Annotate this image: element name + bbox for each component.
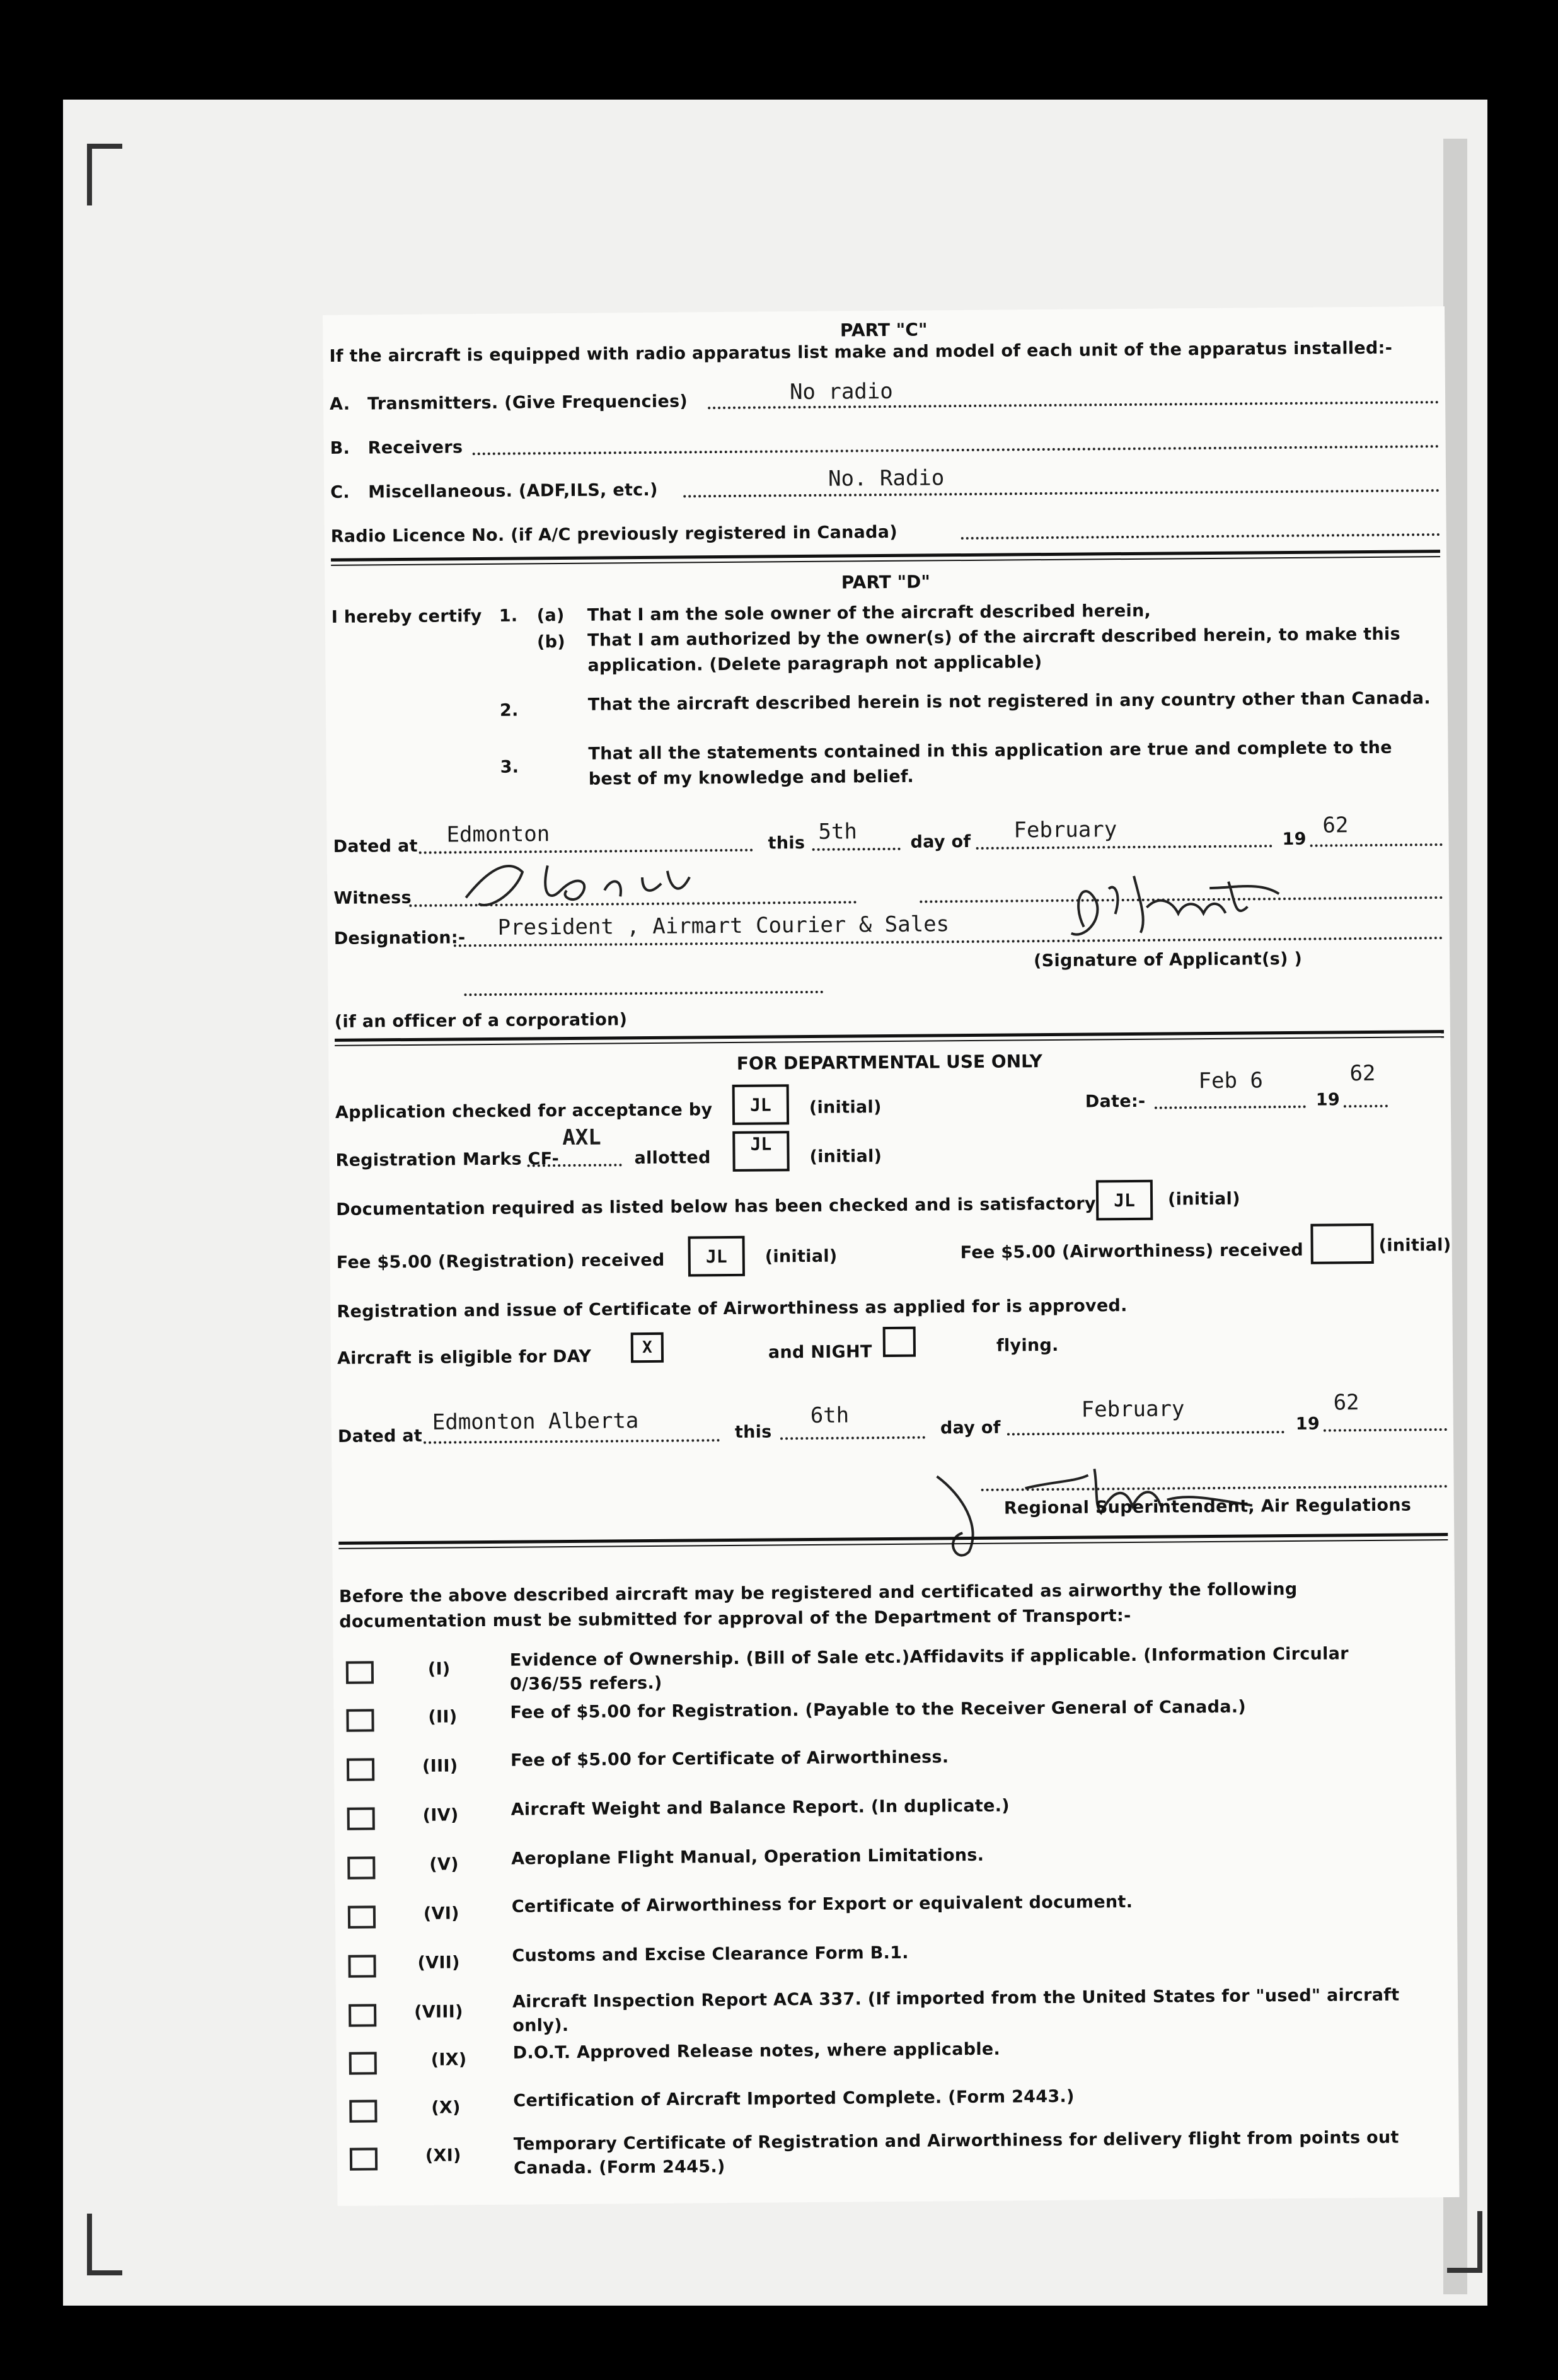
- transmitters-label: Transmitters. (Give Frequencies): [367, 391, 688, 414]
- item-c-letter: C.: [330, 482, 350, 502]
- registration-marks-label: Registration Marks CF-: [335, 1149, 560, 1170]
- doc-text: D.O.T. Approved Release notes, where applicable.: [512, 2039, 1001, 2063]
- cert-number-3: 3.: [500, 757, 519, 777]
- doc-checkbox[interactable]: [349, 2100, 377, 2122]
- superintendent-caption: Regional Superintendent, Air Regulations: [1003, 1495, 1412, 1518]
- year-value: 62: [1322, 812, 1349, 838]
- dept-day-value: 6th: [810, 1402, 850, 1428]
- initial-label: (initial): [809, 1097, 882, 1118]
- doc-number: (X): [431, 2098, 461, 2118]
- doc-number: (VI): [423, 1903, 459, 1924]
- eligible-label: Aircraft is eligible for DAY: [337, 1346, 592, 1368]
- doc-text: Customs and Excise Clearance Form B.1.: [512, 1943, 909, 1966]
- crop-mark-bottom-left: [87, 2214, 122, 2275]
- signature-caption: (Signature of Applicant(s) ): [1033, 949, 1303, 971]
- documentation-label: Documentation required as listed below has been checked and is satisfactory: [336, 1194, 1096, 1220]
- witness-label: Witness: [333, 887, 412, 908]
- dept-dated-at-label: Dated at: [337, 1426, 423, 1447]
- fee-registration-label: Fee $5.00 (Registration) received: [336, 1250, 665, 1273]
- dept-day-of-label: day of: [940, 1418, 1001, 1438]
- part-c-heading: PART "C": [840, 319, 928, 341]
- checked-label: Application checked for acceptance by: [335, 1100, 713, 1123]
- doc-text: Fee of $5.00 for Registration. (Payable to the Receiver General of Canada.): [510, 1697, 1247, 1723]
- crop-mark-top-left: [87, 144, 122, 205]
- radio-licence-label: Radio Licence No. (if A/C previously registered in Canada): [330, 522, 898, 546]
- day-line: [812, 848, 901, 851]
- month-line: [976, 845, 1272, 850]
- doc-checkbox[interactable]: [347, 1807, 375, 1830]
- day-value: 5th: [818, 819, 858, 845]
- doc-checkbox[interactable]: [347, 1856, 375, 1879]
- doc-checkbox[interactable]: [349, 2004, 376, 2026]
- fee-airworthiness-initial-box: [1310, 1223, 1373, 1264]
- date-line: [1155, 1106, 1306, 1109]
- doc-checkbox[interactable]: [347, 1758, 374, 1781]
- initial-label: (initial): [1167, 1189, 1240, 1210]
- miscellaneous-value: No. Radio: [828, 465, 945, 492]
- date-year-line: [1344, 1105, 1388, 1108]
- cert-statement-1b: That I am authorized by the owner(s) of the aircraft described herein, to make this application. (Delete paragraph not applicable): [587, 624, 1400, 676]
- registration-initial-box: JL: [732, 1131, 789, 1172]
- item-a-letter: A.: [329, 394, 350, 414]
- doc-text: Certification of Aircraft Imported Complete. (Form 2443.): [513, 2086, 1075, 2111]
- dated-at-label: Dated at: [333, 836, 418, 857]
- applicant-signature: [1046, 862, 1286, 946]
- month-value: February: [1013, 817, 1117, 843]
- receivers-line: [473, 445, 1440, 455]
- cert-statement-1a: That I am the sole owner of the aircraft described herein,: [587, 601, 1151, 625]
- doc-number: (IX): [430, 2050, 467, 2070]
- doc-text: Fee of $5.00 for Certificate of Airworthiness.: [510, 1747, 949, 1771]
- cert-statement-3: That all the statements contained in this application are true and complete to the best of my knowledge and belief.: [588, 737, 1392, 789]
- doc-checkbox[interactable]: [346, 1661, 374, 1684]
- doc-number: (II): [428, 1707, 458, 1727]
- and-night-label: and NIGHT: [768, 1342, 872, 1363]
- miscellaneous-line: [683, 489, 1440, 497]
- crop-mark-bottom-right: [1447, 2211, 1482, 2273]
- fee-registration-initial-box: JL: [688, 1236, 744, 1277]
- documentation-initial-box: JL: [1096, 1180, 1153, 1221]
- doc-checkbox[interactable]: [350, 2147, 378, 2170]
- night-checkbox[interactable]: [883, 1327, 916, 1357]
- doc-number: (VII): [417, 1953, 460, 1973]
- doc-text: Aeroplane Flight Manual, Operation Limitations.: [511, 1845, 984, 1869]
- initial-label: (initial): [809, 1147, 882, 1167]
- item-b-letter: B.: [330, 438, 350, 458]
- dept-this-label: this: [734, 1422, 772, 1442]
- fee-airworthiness-label: Fee $5.00 (Airworthiness) received: [960, 1240, 1304, 1263]
- cert-letter-a: (a): [536, 606, 565, 626]
- miscellaneous-label: Miscellaneous. (ADF,ILS, etc.): [368, 480, 658, 502]
- day-checkbox[interactable]: X: [631, 1332, 664, 1363]
- registration-marks-line: [528, 1164, 622, 1167]
- part-d-heading: PART "D": [841, 571, 931, 593]
- date-value: Feb 6: [1198, 1068, 1264, 1094]
- dept-month-line: [1007, 1431, 1284, 1435]
- doc-text: Evidence of Ownership. (Bill of Sale etc.)Affidavits if applicable. (Information Circular 0/36/55 refers.): [509, 1644, 1349, 1694]
- transmitters-value: No radio: [789, 378, 893, 405]
- doc-text: Aircraft Weight and Balance Report. (In duplicate.): [511, 1796, 1010, 1820]
- departmental-heading: FOR DEPARTMENTAL USE ONLY: [736, 1051, 1042, 1074]
- doc-number: (XI): [425, 2146, 461, 2166]
- doc-checkbox[interactable]: [349, 2052, 377, 2074]
- documentation-intro: Before the above described aircraft may be registered and certificated as airworthy the following documentation must be submitted for approval of the Department of Transport:-: [338, 1579, 1298, 1632]
- doc-number: (I): [427, 1659, 451, 1679]
- approval-statement: Registration and issue of Certificate of Airworthiness as applied for is approved.: [337, 1296, 1128, 1322]
- century-label: 19: [1282, 829, 1307, 850]
- dept-century: 19: [1295, 1414, 1320, 1434]
- place-value: Edmonton: [446, 821, 550, 848]
- dept-place-value: Edmonton Alberta: [432, 1408, 639, 1435]
- dept-place-line: [424, 1439, 720, 1444]
- witness-signature: [453, 852, 693, 916]
- officer-note: (if an officer of a corporation): [334, 1010, 628, 1032]
- radio-licence-line: [961, 533, 1440, 540]
- part-c-intro: If the aircraft is equipped with radio apparatus list make and model of each unit of the apparatus installed:-: [329, 338, 1393, 366]
- doc-text: Temporary Certificate of Registration and Airworthiness for delivery flight from points out Canada. (Form 2445.): [513, 2127, 1399, 2178]
- initial-label: (initial): [765, 1246, 838, 1267]
- cert-letter-b: (b): [536, 632, 566, 652]
- application-form: [323, 306, 1460, 2206]
- allotted-label: allotted: [634, 1148, 711, 1169]
- date-year: 62: [1349, 1060, 1376, 1087]
- dept-year-line: [1324, 1428, 1447, 1432]
- flying-label: flying.: [996, 1335, 1059, 1356]
- doc-checkbox[interactable]: [348, 1905, 376, 1928]
- date-century: 19: [1315, 1090, 1341, 1110]
- officer-line: [464, 991, 823, 996]
- designation-label: Designation:-: [333, 928, 466, 949]
- this-label: this: [768, 833, 805, 853]
- designation-value: President , Airmart Courier & Sales: [497, 911, 950, 940]
- dept-day-line: [780, 1436, 925, 1440]
- certify-label: I hereby certify: [331, 606, 482, 627]
- doc-number: (IV): [422, 1805, 459, 1825]
- cert-number-2: 2.: [499, 700, 519, 720]
- checked-initial-box: JL: [732, 1084, 789, 1125]
- receivers-label: Receivers: [367, 437, 463, 458]
- doc-number: (V): [429, 1854, 459, 1875]
- dept-month-value: February: [1081, 1396, 1185, 1423]
- doc-number: (III): [422, 1756, 458, 1776]
- year-line: [1310, 843, 1443, 847]
- doc-text: Certificate of Airworthiness for Export or equivalent document.: [511, 1892, 1133, 1917]
- cert-statement-2: That the aircraft described herein is not registered in any country other than Canada.: [587, 688, 1431, 715]
- dept-year-value: 62: [1333, 1390, 1359, 1416]
- registration-marks-value: AXL: [562, 1124, 601, 1151]
- doc-checkbox[interactable]: [348, 1955, 376, 1977]
- initial-label: (initial): [1378, 1235, 1451, 1256]
- date-label: Date:-: [1085, 1091, 1146, 1112]
- day-of-label: day of: [910, 831, 971, 852]
- doc-number: (VIII): [414, 2002, 463, 2022]
- doc-checkbox[interactable]: [346, 1709, 374, 1731]
- cert-number-1: 1.: [499, 606, 518, 626]
- doc-text: Aircraft Inspection Report ACA 337. (If imported from the United States for "used" aircraft only).: [512, 1985, 1400, 2036]
